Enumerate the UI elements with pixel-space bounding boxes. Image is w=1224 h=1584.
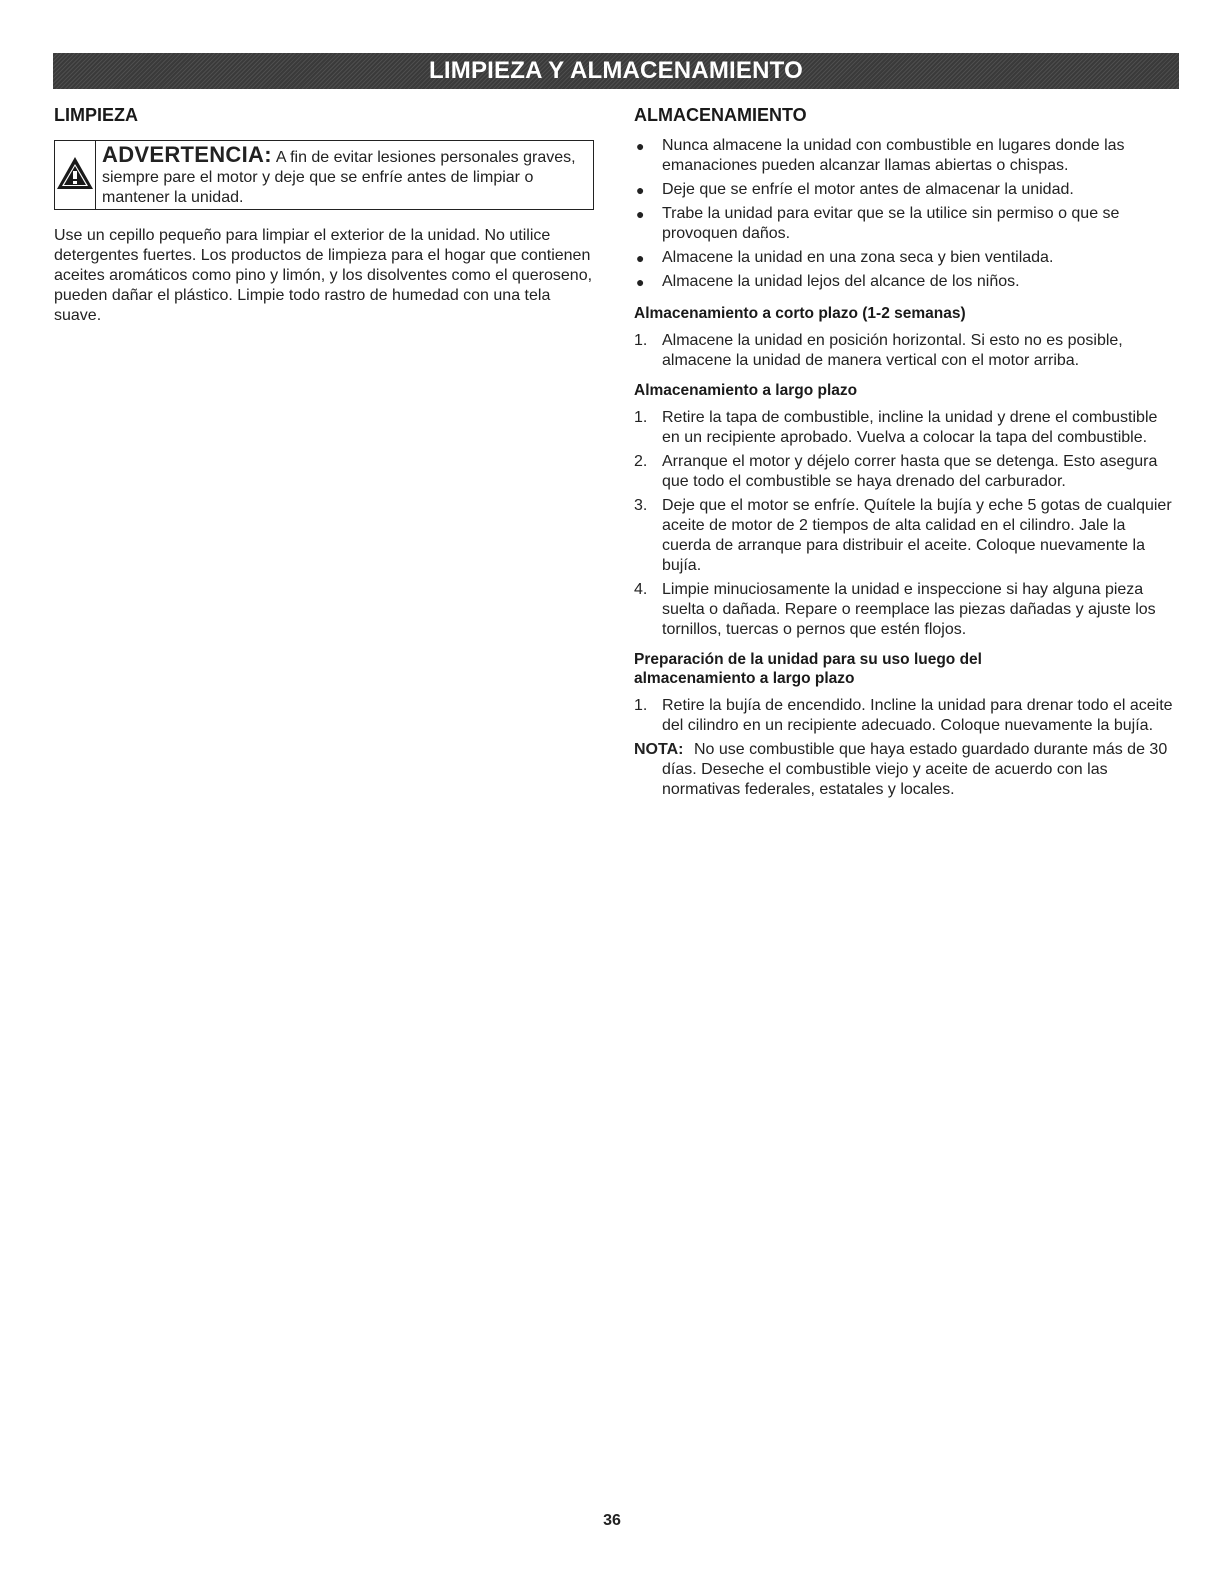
long-term-heading: Almacenamiento a largo plazo	[634, 382, 858, 399]
short-term-steps	[634, 331, 1178, 371]
list-item: ● Trabe la unidad para evitar que se la utilice sin permiso o que se provoquen daños.	[636, 205, 1120, 242]
page-number: 36	[603, 1512, 621, 1529]
note-text: No use combustible que haya estado guardado durante más de 30 días. Deseche el combustible viejo y aceite de acuerdo con las normativas federales, estatales y locales.	[662, 741, 1168, 798]
list-item: ● Nunca almacene la unidad con combustible en lugares donde las emanaciones pueden alcanzar llamas abiertas o chispas.	[636, 137, 1125, 174]
short-term-heading: Almacenamiento a corto plazo (1-2 semanas)	[634, 305, 966, 322]
list-item: 4. Limpie minuciosamente la unidad e inspeccione si hay alguna pieza suelta o dañada. Repare o reemplace las piezas dañadas y ajuste los tornillos, tuercas o pernos que estén flojos.	[634, 581, 1156, 638]
note-label: NOTA:	[634, 741, 684, 758]
storage-bullet-list	[634, 136, 1178, 292]
preparation-steps	[634, 696, 1178, 736]
long-term-steps	[634, 408, 1178, 640]
list-item: 2. Arranque el motor y déjelo correr hasta que se detenga. Esto asegura que todo el combustible se haya drenado del carburador.	[634, 453, 1158, 490]
list-item: ● Deje que se enfríe el motor antes de almacenar la unidad.	[636, 181, 1074, 198]
banner-title: LIMPIEZA Y ALMACENAMIENTO	[429, 57, 803, 84]
list-item: 1. Retire la bujía de encendido. Incline la unidad para drenar todo el aceite del cilindro en un recipiente adecuado. Coloque nuevamente la bujía.	[634, 697, 1173, 734]
cleaning-heading: LIMPIEZA	[54, 105, 138, 125]
cleaning-instructions: Use un cepillo pequeño para limpiar el exterior de la unidad. No utilice detergentes fuertes. Los productos de limpieza para el hogar que contienen aceites aromáticos como pino y limón, y los disolventes como el queroseno, pueden dañar el plástico. Limpie todo rastro de humedad con una tela suave.	[54, 227, 593, 324]
storage-note	[634, 740, 1178, 800]
cleaning-column	[54, 104, 600, 326]
storage-heading: ALMACENAMIENTO	[634, 105, 807, 125]
list-item: 1. Almacene la unidad en posición horizontal. Si esto no es posible, almacene la unidad de manera vertical con el motor arriba.	[634, 332, 1123, 369]
section-banner	[53, 53, 1179, 89]
list-item: ● Almacene la unidad en una zona seca y bien ventilada.	[636, 249, 1054, 266]
warning-label: ADVERTENCIA:	[102, 142, 272, 167]
warning-message	[96, 141, 593, 209]
preparation-heading: Preparación de la unidad para su uso luego del almacenamiento a largo plazo	[634, 651, 982, 687]
list-item: 3. Deje que el motor se enfríe. Quítele la bujía y eche 5 gotas de cualquier aceite de motor de 2 tiempos de alta calidad en el cilindro. Jale la cuerda de arranque para distribuir el aceite. Coloque nuevamente la bujía.	[634, 497, 1172, 574]
storage-column	[634, 104, 1178, 800]
warning-triangle-icon	[55, 155, 95, 196]
list-item: ● Almacene la unidad lejos del alcance de los niños.	[636, 273, 1020, 290]
list-item: 1. Retire la tapa de combustible, incline la unidad y drene el combustible en un recipiente aprobado. Vuelva a colocar la tapa del combustible.	[634, 409, 1158, 446]
warning-body: A fin de evitar lesiones personales graves, siempre pare el motor y deje que se enfríe antes de limpiar o mantener la unidad.	[102, 149, 576, 206]
warning-box	[54, 140, 594, 210]
